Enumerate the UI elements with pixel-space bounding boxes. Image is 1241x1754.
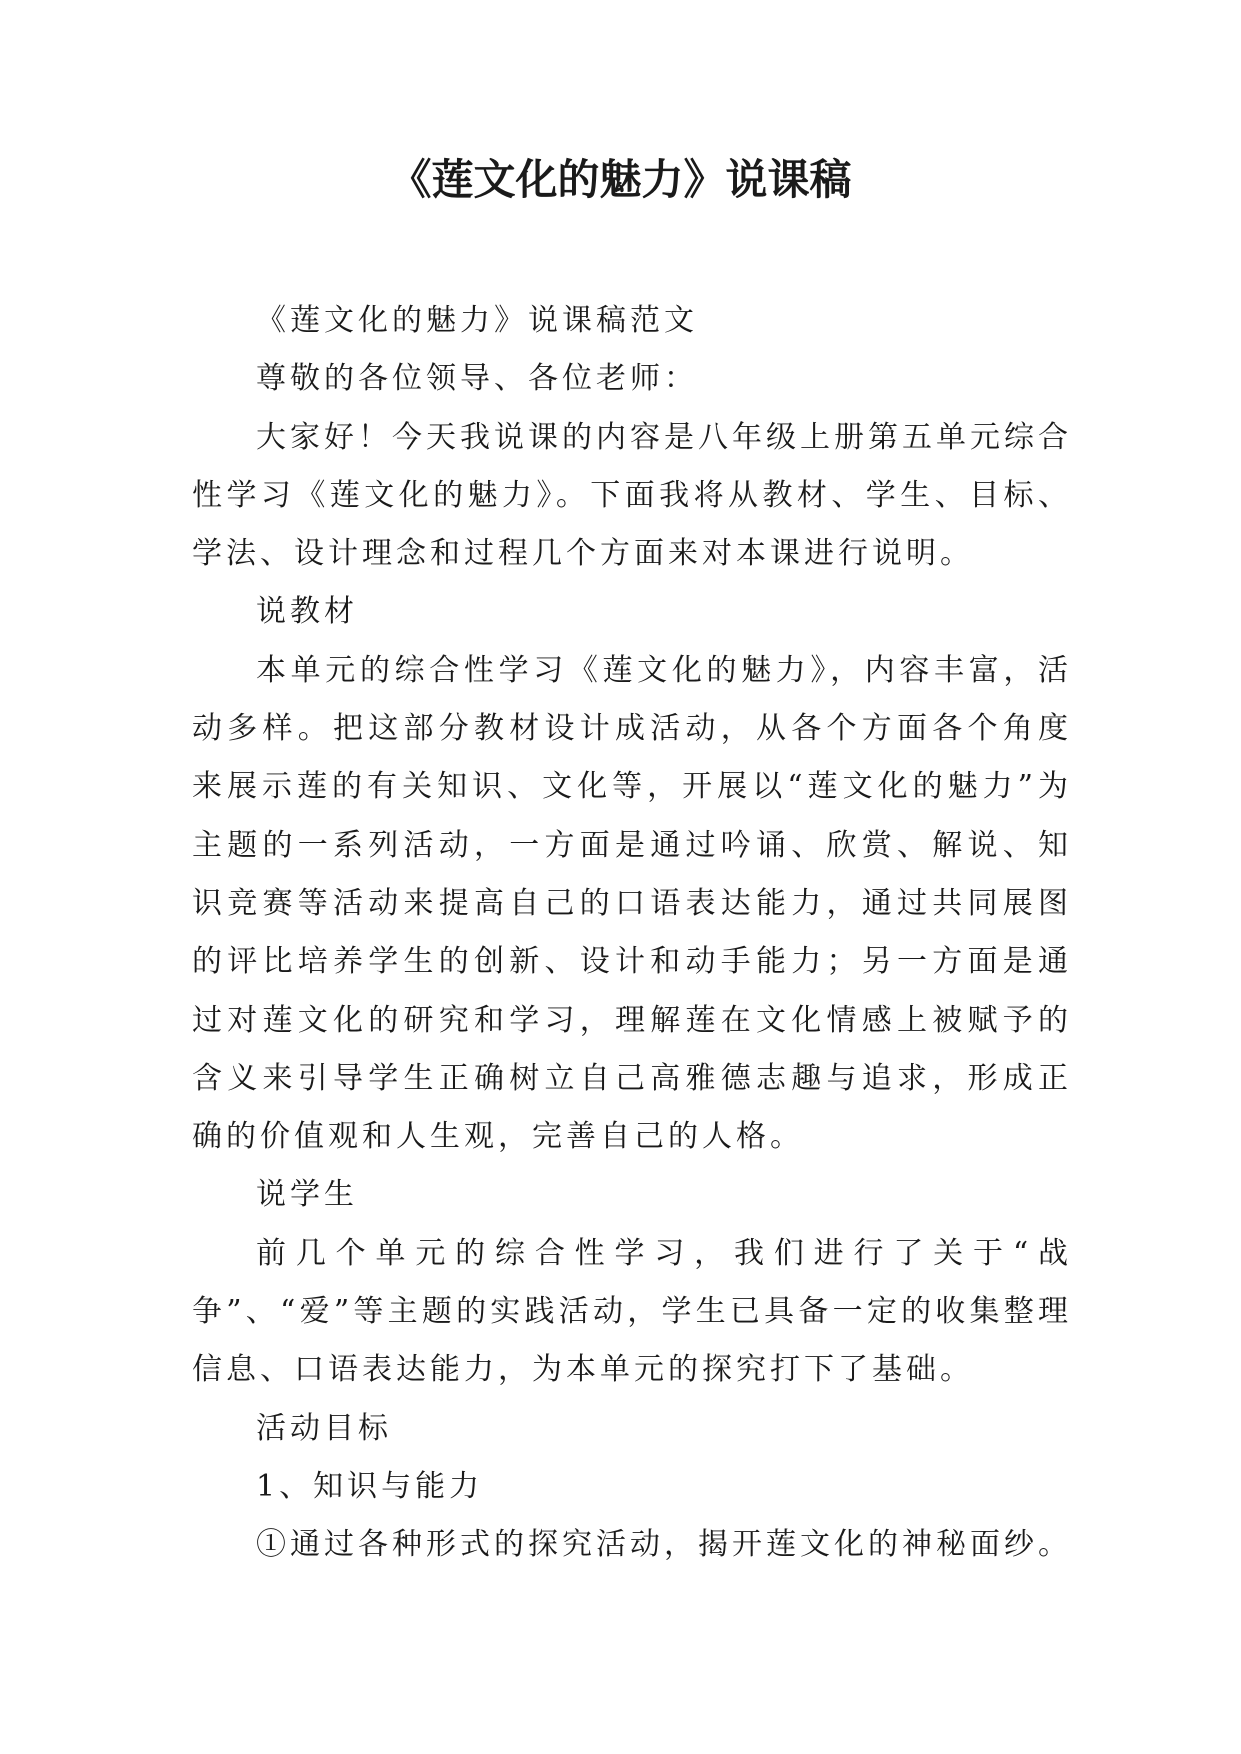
section-heading-students: 说学生 — [256, 1177, 358, 1213]
subheading-knowledge-ability: 1、知识与能力 — [256, 1468, 484, 1504]
section-heading-textbook: 说教材 — [256, 594, 358, 630]
paragraph-intro: 大家好！今天我说课的内容是八年级上册第五单元综合性学习《莲文化的魅力》。下面我将从教材、学生、目标、学法、设计理念和过程几个方面来对本课进行说明。 — [192, 419, 1072, 572]
paragraph-subtitle: 《莲文化的魅力》说课稿范文 — [256, 303, 698, 338]
list-item-goal-1: ①通过各种形式的探究活动，揭开莲文化的神秘面纱。 — [256, 1527, 1072, 1563]
paragraph-greeting: 尊敬的各位领导、各位老师： — [256, 361, 698, 397]
document-body — [192, 292, 1072, 1575]
document-title: 《莲文化的魅力》说课稿 — [389, 155, 852, 204]
section-heading-goals: 活动目标 — [256, 1410, 392, 1446]
paragraph-students: 前几个单元的综合性学习，我们进行了关于“战争”、“爱”等主题的实践活动，学生已具备一定的收集整理信息、口语表达能力，为本单元的探究打下了基础。 — [192, 1235, 1072, 1388]
paragraph-textbook: 本单元的综合性学习《莲文化的魅力》，内容丰富，活动多样。把这部分教材设计成活动，从各个方面各个角度来展示莲的有关知识、文化等，开展以“莲文化的魅力”为主题的一系列活动，一方面是通过吟诵、欣赏、解说、知识竞赛等活动来提高自己的口语表达能力，通过共同展图的评比培养学生的创新、设计和动手能力；另一方面是通过对莲文化的研究和学习，理解莲在文化情感上被赋予的含义来引导学生正确树立自己高雅德志趣与追求，形成正确的价值观和人生观，完善自己的人格。 — [192, 652, 1072, 1155]
